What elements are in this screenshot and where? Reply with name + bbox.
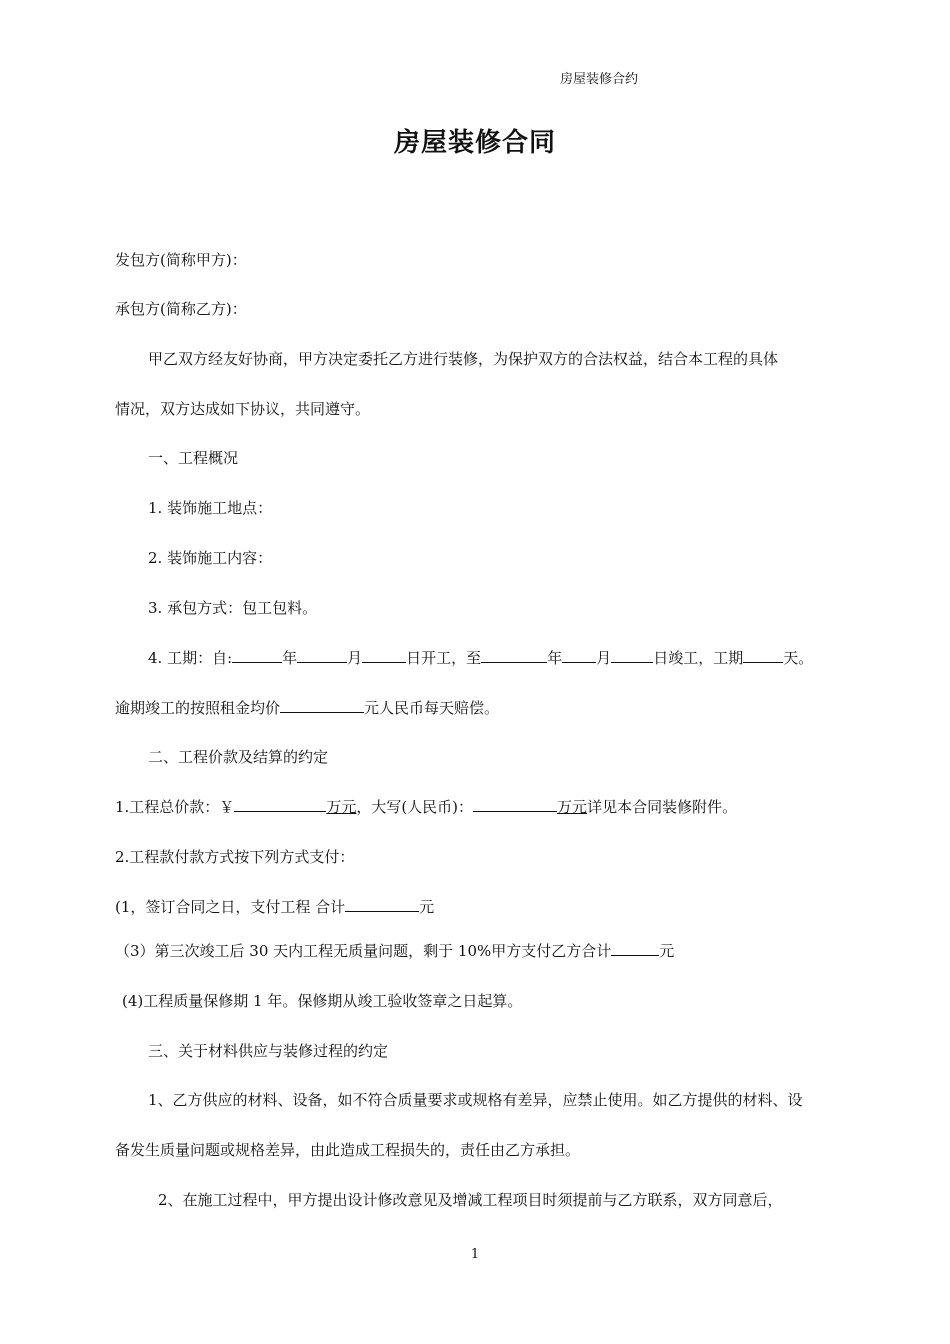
start-month-blank[interactable] xyxy=(297,648,347,663)
total-price-line xyxy=(115,796,737,817)
payment-1-line xyxy=(115,896,434,917)
payment-1-suffix: 元 xyxy=(419,898,435,916)
clause-1-line-2: 备发生质量问题或规格差异，由此造成工程损失的，责任由乙方承担。 xyxy=(115,1141,581,1159)
price-unit-1: 万元 xyxy=(326,798,357,816)
penalty-suffix: 元人民币每天赔偿。 xyxy=(364,699,500,717)
price-unit-2: 万元 xyxy=(557,798,588,816)
penalty-prefix: 逾期竣工的按照租金均价 xyxy=(115,699,281,717)
payment-3-suffix: 元 xyxy=(659,942,675,960)
penalty-line xyxy=(115,697,499,718)
intro-line-2: 情况，双方达成如下协议，共同遵守。 xyxy=(115,400,371,418)
payment-method-line: 2.工程款付款方式按下列方式支付： xyxy=(115,848,355,866)
year-label: 年 xyxy=(282,649,298,667)
section-2-heading: 二、工程价款及结算的约定 xyxy=(148,748,329,766)
clause-2-line-1: 2、在施工过程中，甲方提出设计修改意见及增减工程项目时须提前与乙方联系，双方同意后， xyxy=(158,1191,783,1209)
duration-blank[interactable] xyxy=(743,648,783,663)
payment-3-blank[interactable] xyxy=(611,941,659,956)
end-year-blank[interactable] xyxy=(481,648,547,663)
month-label: 月 xyxy=(347,649,363,667)
end-day-blank[interactable] xyxy=(611,648,653,663)
section-1-heading: 一、工程概况 xyxy=(148,449,239,467)
start-year-blank[interactable] xyxy=(232,648,282,663)
period-prefix: 4. 工期：自: xyxy=(148,649,233,667)
intro-line-1: 甲乙双方经友好协商，甲方决定委托乙方进行装修，为保护双方的合法权益，结合本工程的具体 xyxy=(148,350,779,368)
payment-3-prefix: （3）第三次竣工后 30 天内工程无质量问题，剩于 10%甲方支付乙方合计 xyxy=(115,942,612,960)
penalty-amount-blank[interactable] xyxy=(280,698,364,713)
month2-label: 月 xyxy=(596,649,612,667)
page-number: 1 xyxy=(470,1247,480,1262)
warranty-line: (4)工程质量保修期 1 年。保修期从竣工验收签章之日起算。 xyxy=(122,992,523,1010)
section-1-item-4 xyxy=(148,647,813,668)
price-suffix: 详见本合同装修附件。 xyxy=(587,798,738,816)
clause-1-line-1: 1、乙方供应的材料、设备，如不符合质量要求或规格有差异，应禁止使用。如乙方提供的材料、设 xyxy=(148,1091,803,1109)
section-1-item-1: 1. 装饰施工地点： xyxy=(148,499,273,517)
price-mid: ，大写(人民币)： xyxy=(356,798,474,816)
days-label: 天。 xyxy=(783,649,814,667)
payment-1-prefix: (1，签订合同之日，支付工程 合计 xyxy=(115,898,346,916)
price-number-blank[interactable] xyxy=(234,797,326,812)
start-day-blank[interactable] xyxy=(362,648,406,663)
section-1-item-2: 2. 装饰施工内容： xyxy=(148,549,273,567)
party-b-line: 承包方(简称乙方)： xyxy=(115,300,247,318)
section-3-heading: 三、关于材料供应与装修过程的约定 xyxy=(148,1042,389,1060)
document-title: 房屋装修合同 xyxy=(393,128,556,158)
party-a-line: 发包方(简称甲方)： xyxy=(115,251,247,269)
section-1-item-3: 3. 承包方式：包工包料。 xyxy=(148,599,318,617)
payment-1-blank[interactable] xyxy=(345,897,419,912)
start-label: 日开工，至 xyxy=(406,649,482,667)
price-prefix: 1.工程总价款：￥ xyxy=(115,798,235,816)
end-label: 日竣工，工期 xyxy=(653,649,744,667)
page-header: 房屋装修合约 xyxy=(560,72,639,87)
year2-label: 年 xyxy=(547,649,563,667)
end-month-blank[interactable] xyxy=(562,648,596,663)
payment-3-line xyxy=(115,940,674,961)
price-words-blank[interactable] xyxy=(473,797,557,812)
